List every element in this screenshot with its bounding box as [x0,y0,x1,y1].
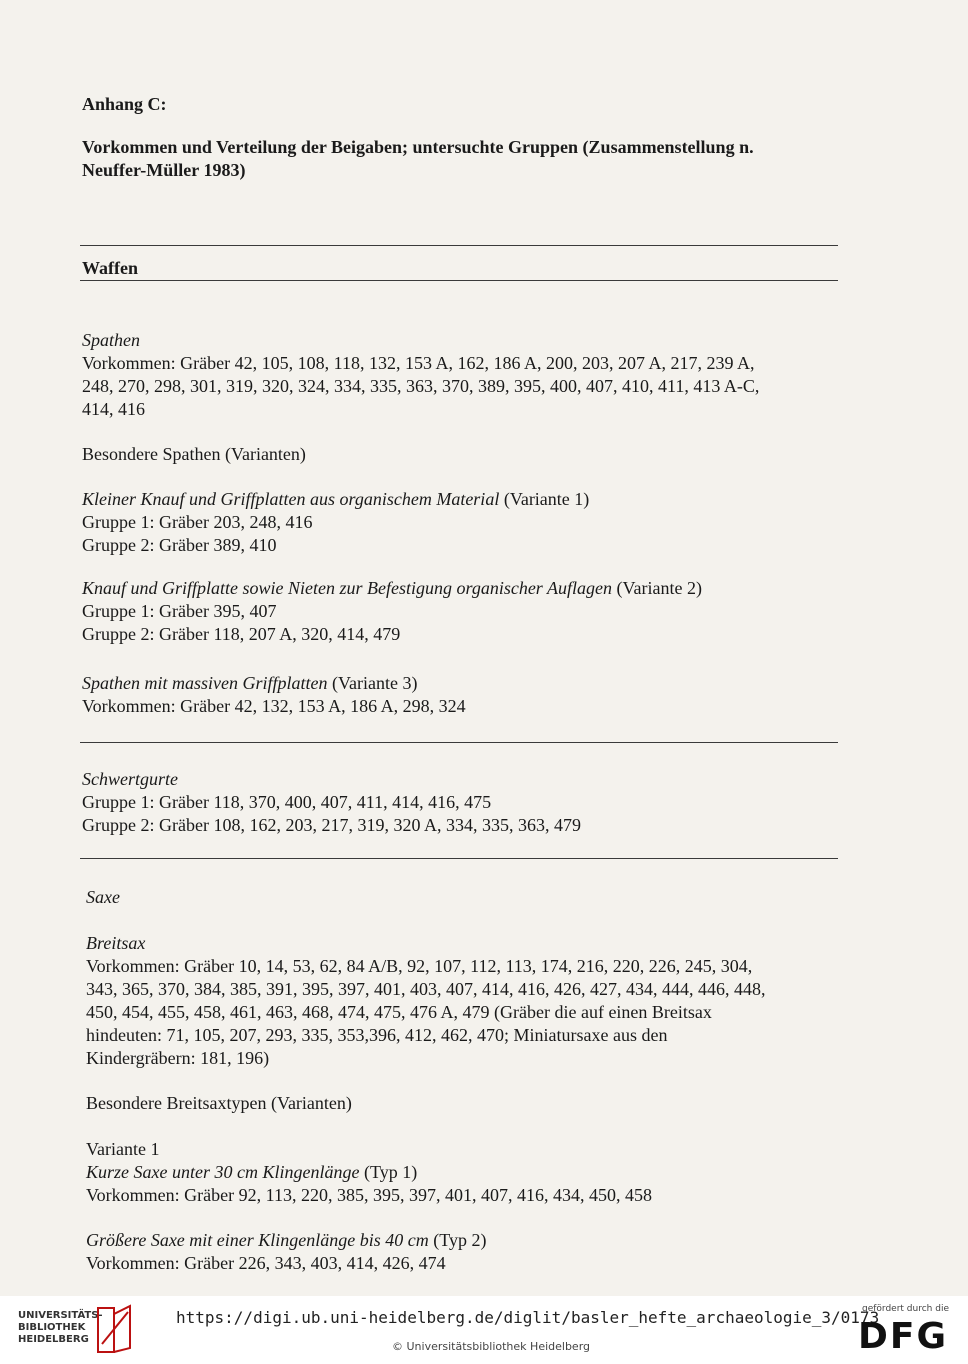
text-line: Gruppe 2: Gräber 118, 207 A, 320, 414, 479 [82,624,401,644]
breitsax-variant-1 [86,1138,652,1207]
divider [80,742,838,743]
dfg-caption: gefördert durch die [862,1304,949,1314]
text-line: Gruppe 1: Gräber 118, 370, 400, 407, 411, 414, 416, 475 [82,792,492,812]
breitsax-section [86,932,766,1070]
text-line: hindeuten: 71, 105, 207, 293, 335, 353,396, 412, 462, 470; Miniatursaxe aus den [86,1025,668,1045]
variant-title: Kurze Saxe unter 30 cm Klingenlänge [86,1162,360,1182]
schwertgurte-section [82,768,581,837]
variant-label: Variante 1 [86,1139,160,1159]
ub-logo-line: HEIDELBERG [18,1334,89,1345]
copyright: © Universitätsbibliothek Heidelberg [392,1340,591,1353]
section-heading-waffen: Waffen [82,258,138,278]
variant-suffix: (Typ 1) [359,1162,418,1182]
text-line: 450, 454, 455, 458, 461, 463, 468, 474, 475, 476 A, 479 (Gräber die auf einen Breitsax [86,1002,712,1022]
text-line: Gruppe 1: Gräber 203, 248, 416 [82,512,313,532]
text-line: 343, 365, 370, 384, 385, 391, 395, 397, 401, 403, 407, 414, 416, 426, 427, 434, 444, 446, 448, [86,979,766,999]
text-line: Vorkommen: Gräber 92, 113, 220, 385, 395, 397, 401, 407, 416, 434, 450, 458 [86,1185,652,1205]
divider [80,280,838,281]
variant-suffix: (Variante 3) [327,673,418,693]
variant-title: Knauf und Griffplatte sowie Nieten zur Befestigung organischer Auflagen [82,578,612,598]
text-line: Gruppe 2: Gräber 108, 162, 203, 217, 319, 320 A, 334, 335, 363, 479 [82,815,581,835]
variant-suffix: (Typ 2) [428,1230,487,1250]
text-line: Vorkommen: Gräber 226, 343, 403, 414, 426, 474 [86,1253,446,1273]
breitsax-variant-2 [86,1229,487,1275]
spathen-section [82,329,759,421]
ub-logo-line: BIBLIOTHEK [18,1322,86,1333]
section-title: Schwertgurte [82,769,178,789]
footer-bar [0,1296,968,1364]
variant-title: Kleiner Knauf und Griffplatten aus organischem Material [82,489,500,509]
ub-logo[interactable] [18,1310,103,1346]
section-heading-saxe: Saxe [86,887,120,907]
text-line: 414, 416 [82,399,145,419]
subheading: Besondere Spathen (Varianten) [82,444,306,464]
variant-title: Größere Saxe mit einer Klingenlänge bis 40 cm [86,1230,429,1250]
subheading: Besondere Breitsaxtypen (Varianten) [86,1093,352,1113]
variant-title: Spathen mit massiven Griffplatten [82,673,328,693]
variant-suffix: (Variante 2) [611,578,702,598]
divider [80,245,838,246]
section-title: Spathen [82,330,140,350]
title-line: Neuffer-Müller 1983) [82,160,246,180]
title-line: Vorkommen und Verteilung der Beigaben; untersuchte Gruppen (Zusammenstellung n. [82,137,754,157]
variant-2 [82,577,702,646]
text-line: 248, 270, 298, 301, 319, 320, 324, 334, 335, 363, 370, 389, 395, 400, 407, 410, 411, 413 A-C, [82,376,760,396]
text-line: Vorkommen: Gräber 42, 132, 153 A, 186 A, 298, 324 [82,696,466,716]
text-line: Kindergräbern: 181, 196) [86,1048,270,1068]
page-title [82,136,862,182]
variant-1 [82,488,589,557]
text-line: Gruppe 2: Gräber 389, 410 [82,535,277,555]
ub-logo-line: UNIVERSITÄTS- [18,1310,103,1321]
section-title: Breitsax [86,933,146,953]
dfg-logo[interactable]: DFG [858,1316,949,1357]
appendix-label: Anhang C: [82,94,167,114]
text-line: Vorkommen: Gräber 42, 105, 108, 118, 132, 153 A, 162, 186 A, 200, 203, 207 A, 217, 239 A, [82,353,755,373]
variant-3 [82,672,466,718]
variant-suffix: (Variante 1) [499,489,590,509]
permalink-url[interactable]: https://digi.ub.uni-heidelberg.de/diglit/basler_hefte_archaeologie_3/0173 [176,1308,880,1327]
text-line: Gruppe 1: Gräber 395, 407 [82,601,277,621]
text-line: Vorkommen: Gräber 10, 14, 53, 62, 84 A/B, 92, 107, 112, 113, 174, 216, 220, 226, 245, 304, [86,956,753,976]
divider [80,858,838,859]
ub-emblem-icon [94,1304,134,1360]
